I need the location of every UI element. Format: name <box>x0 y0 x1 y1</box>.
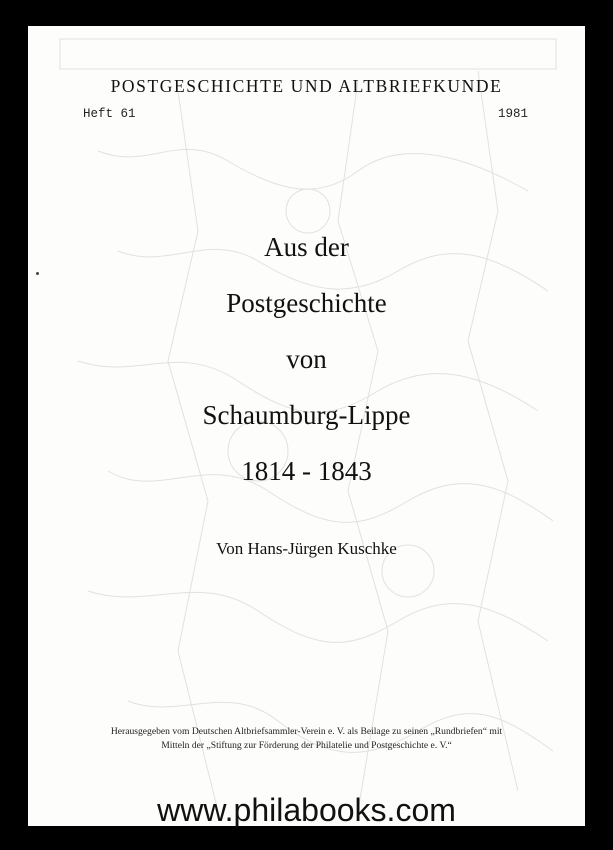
speck-mark <box>36 272 39 275</box>
book-title <box>28 219 585 499</box>
title-line: Aus der <box>264 232 349 262</box>
publisher-note-line: Mitteln der „Stiftung zur Förderung der Philatelie und Postgeschichte e. V.“ <box>161 740 452 751</box>
publisher-note <box>28 725 585 753</box>
title-line: Postgeschichte <box>226 288 387 318</box>
title-line: 1814 - 1843 <box>241 456 372 486</box>
publisher-note-line: Herausgegeben vom Deutschen Altbriefsammler-Verein e. V. als Beilage zu seinen „Rundbriefen“ mit <box>110 726 503 737</box>
author-line: Von Hans-Jürgen Kuschke <box>216 539 397 558</box>
publication-year: 1981 <box>497 107 528 121</box>
title-line: Schaumburg-Lippe <box>202 400 411 430</box>
watermark-url: www.philabooks.com <box>157 792 456 828</box>
issue-number: Heft 61 <box>83 107 136 121</box>
document-page <box>28 26 585 826</box>
series-title: POSTGESCHICHTE UND ALTBRIEFKUNDE <box>110 76 503 96</box>
title-line: von <box>286 344 327 374</box>
